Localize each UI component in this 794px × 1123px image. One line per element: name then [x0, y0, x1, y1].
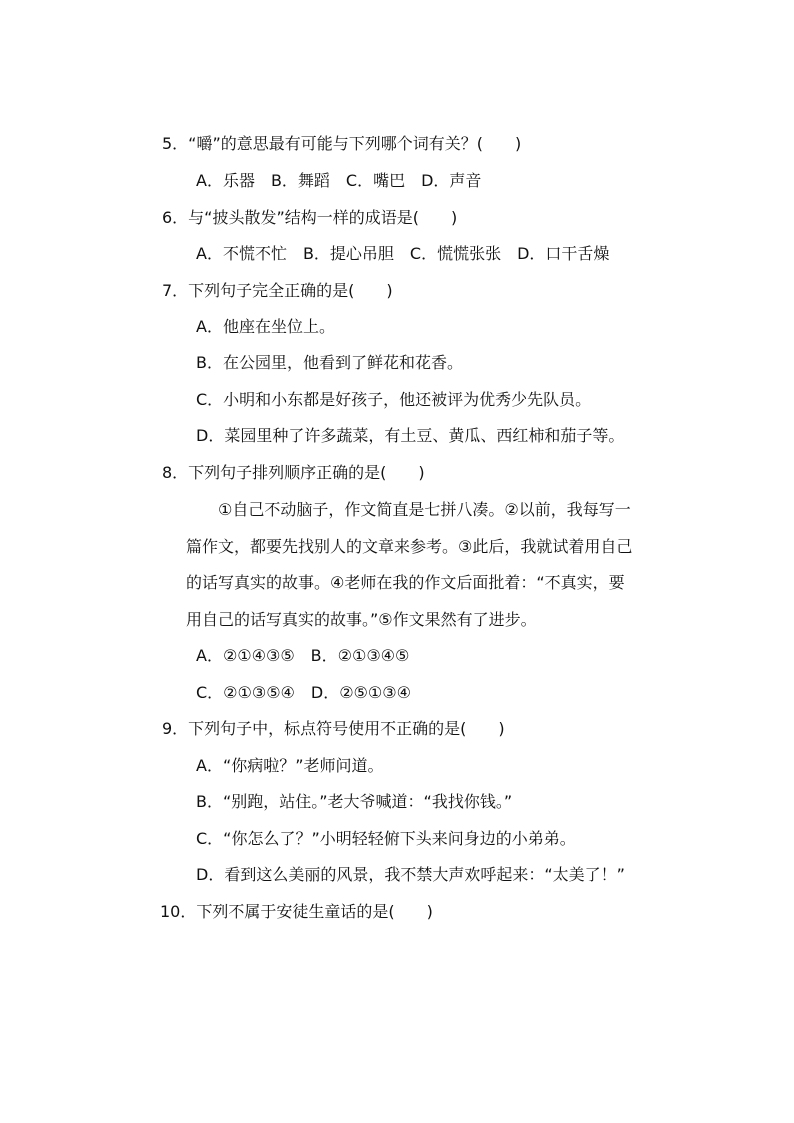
- option-b: B．“别跑，站住。”老大爷喊道：“我找你钱。”: [196, 792, 513, 811]
- option-a: A．他座在坐位上。: [196, 317, 335, 336]
- option-d: D．菜园里种了许多蔬菜，有土豆、黄瓜、西红柿和茄子等。: [196, 426, 625, 445]
- passage-line: ①自己不动脑子，作文简直是七拼八凑。②以前，我每写一: [218, 500, 631, 519]
- question-stem: 6．与“披头散发”结构一样的成语是( ): [162, 208, 458, 227]
- option-b: B．在公园里，他看到了鲜花和花香。: [196, 353, 463, 372]
- passage-line: 的话写真实的故事。④老师在我的作文后面批着：“不真实，要: [186, 573, 625, 592]
- question-stem: 8．下列句子排列顺序正确的是( ): [162, 463, 425, 482]
- passage-line: 篇作文，都要先找别人的文章来参考。③此后，我就试着用自己: [186, 537, 633, 556]
- option-row: A．②①④③⑤ B．②①③④⑤: [196, 646, 410, 665]
- question-stem: 5．“嚼”的意思最有可能与下列哪个词有关？( ): [162, 134, 522, 153]
- option-d: D．看到这么美丽的风景，我不禁大声欢呼起来：“太美了！”: [196, 865, 625, 884]
- option-row: A．乐器 B．舞蹈 C．嘴巴 D．声音: [196, 171, 482, 190]
- option-row: A．不慌不忙 B．提心吊胆 C．慌慌张张 D．口干舌燥: [196, 244, 610, 263]
- option-c: C．小明和小东都是好孩子，他还被评为优秀少先队员。: [196, 390, 592, 409]
- question-stem: 7．下列句子完全正确的是( ): [162, 281, 393, 300]
- question-stem: 10．下列不属于安徒生童话的是( ): [160, 902, 433, 921]
- question-stem: 9．下列句子中，标点符号使用不正确的是( ): [162, 719, 505, 738]
- passage-line: 用自己的话写真实的故事。”⑤作文果然有了进步。: [186, 610, 537, 629]
- option-c: C．“你怎么了？”小明轻轻俯下头来问身边的小弟弟。: [196, 829, 576, 848]
- option-row: C．②①③⑤④ D．②⑤①③④: [196, 683, 411, 702]
- option-a: A．“你病啦？”老师问道。: [196, 756, 384, 775]
